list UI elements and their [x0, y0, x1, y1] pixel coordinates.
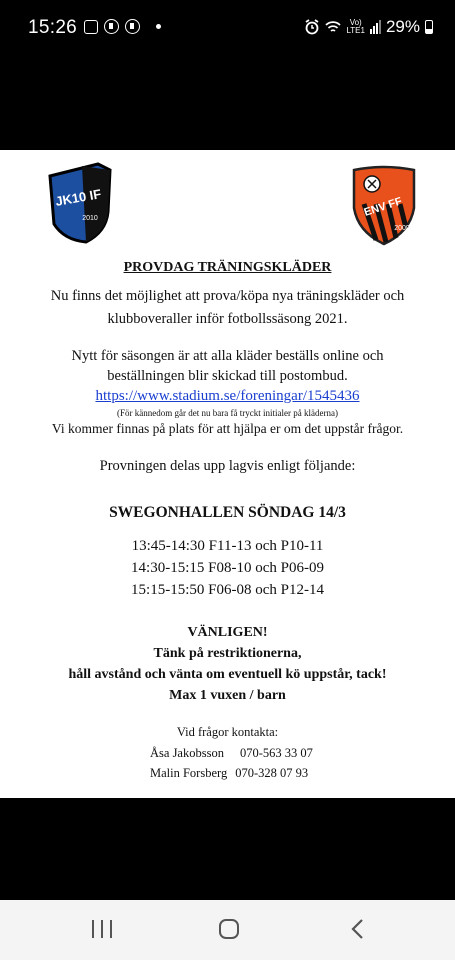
- division-text: Provningen delas upp lagvis enligt följande:: [99, 458, 356, 474]
- env-logo-text: ENV FF: [362, 195, 404, 219]
- jk10-logo-year: 2010: [82, 215, 98, 222]
- online-line-1: Nytt för säsongen är att alla kläder beställs online och: [71, 348, 384, 364]
- notification-icons: [84, 19, 161, 34]
- signal-icon: [370, 20, 381, 34]
- intro-paragraph: [0, 285, 455, 331]
- env-logo-year: 2009: [394, 225, 410, 232]
- home-icon[interactable]: [219, 919, 239, 939]
- intro-line-2: klubboveraller inför fotbollssäsong 2021.: [107, 311, 348, 327]
- network-indicator: [346, 19, 365, 35]
- poster-title: PROVDAG TRÄNINGSKLÄDER: [123, 260, 332, 275]
- battery-percent: 29%: [385, 17, 420, 36]
- notice-line: Max 1 vuxen / barn: [169, 688, 286, 703]
- navigation-bar: [0, 900, 455, 960]
- notice-line: Tänk på restriktionerna,: [153, 646, 302, 661]
- notification-app-icon: [104, 19, 119, 34]
- more-notifications-icon: [156, 24, 161, 29]
- online-line-2: beställningen blir skickad till postombud.: [107, 368, 348, 384]
- intro-line-1: Nu finns det möjlighet att prova/köpa nya träningskläder och: [50, 288, 405, 304]
- volte-label: Vo): [349, 18, 362, 27]
- online-paragraph: [0, 346, 455, 420]
- contact-list: [150, 743, 313, 783]
- lte-label: LTE1: [346, 26, 365, 35]
- contact-name: Malin Forsberg: [150, 766, 228, 780]
- poster-image: [0, 150, 455, 798]
- contact-label: Vid frågor kontakta:: [176, 725, 279, 739]
- alarm-icon: [304, 19, 320, 35]
- schedule-item: 15:15-15:50 F06-08 och P12-14: [131, 582, 324, 598]
- battery-icon: [425, 20, 433, 34]
- env-ff-logo: [350, 164, 418, 246]
- contact-row: [150, 743, 313, 763]
- back-icon[interactable]: [350, 918, 366, 940]
- jk10-if-logo: [46, 162, 114, 244]
- recent-apps-icon[interactable]: [92, 920, 112, 938]
- gallery-icon: [84, 20, 98, 34]
- notice-heading: VÄNLIGEN!: [187, 625, 268, 640]
- schedule-list: [0, 535, 455, 601]
- venue-heading: SWEGONHALLEN SÖNDAG 14/3: [109, 504, 346, 521]
- contact-phone: 070-563 33 07: [239, 746, 313, 760]
- initials-note: (För kännedom går det nu bara få tryckt initialer på kläderna): [117, 408, 338, 418]
- contact-row: [150, 763, 313, 783]
- system-icons: [304, 17, 433, 37]
- contact-phone: 070-328 07 93: [235, 766, 309, 780]
- restrictions-notice: [0, 622, 455, 706]
- notification-app-icon-2: [125, 19, 140, 34]
- stadium-link[interactable]: https://www.stadium.se/foreningar/1545436: [95, 388, 360, 404]
- schedule-item: 13:45-14:30 F11-13 och P10-11: [131, 538, 324, 554]
- notice-line: håll avstånd och vänta om eventuell kö uppstår, tack!: [68, 667, 387, 682]
- onsite-text: Vi kommer finnas på plats för att hjälpa er om det uppstår frågor.: [51, 421, 404, 436]
- status-time: 15:26: [28, 17, 78, 38]
- wifi-icon: [325, 20, 341, 34]
- jk10-logo-text: JK10 IF: [54, 186, 103, 209]
- status-bar: [0, 0, 455, 58]
- schedule-item: 14:30-15:15 F08-10 och P06-09: [131, 560, 324, 576]
- contact-name: Åsa Jakobsson: [150, 746, 224, 760]
